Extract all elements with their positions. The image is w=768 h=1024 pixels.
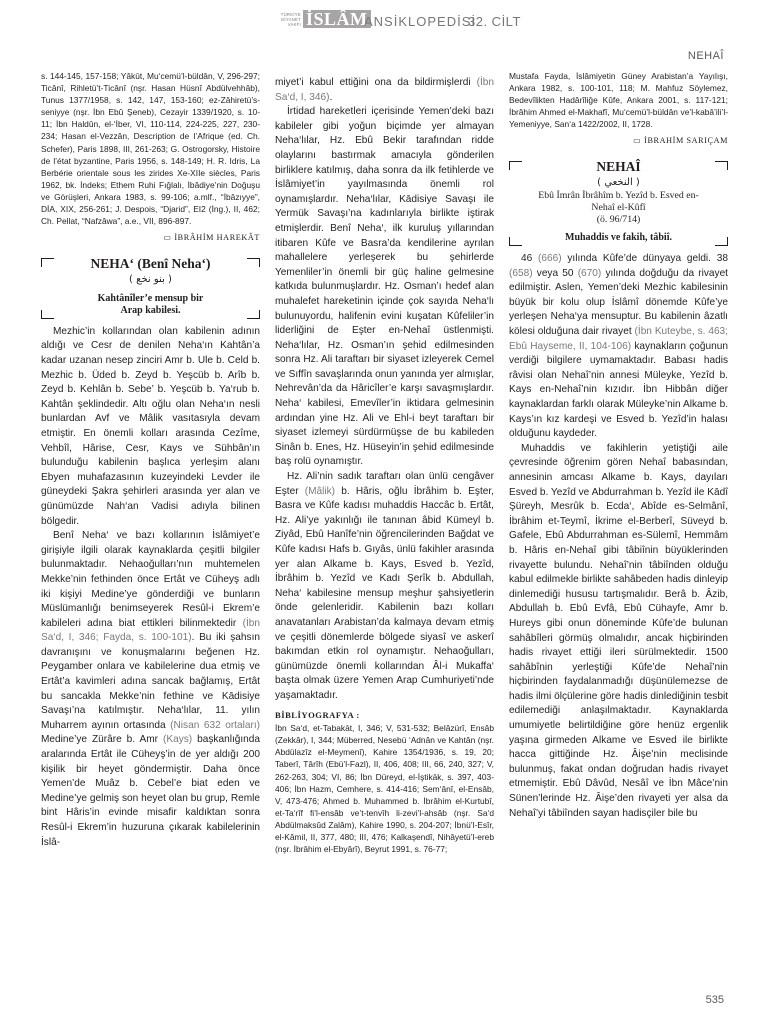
paragraph: Benî Neha‘ ve bazı kollarının İslâmiyet’e girişiyle ilgili olarak kaynaklarda çeşitli bilgiler bulunmaktadır. Nehaoğulları’nın muhtemelen Mekke’nin fethinden önce Ertât ve Cüheyş adlı iki kişiyi Medine’ye gönderdiği ve bunların Müslümanlığı benimseyerek Resûl-i Ekrem’e kabileleri adına biat ettikleri bilinmektedir (İbn Sa‘d, I, 346; Fayda, s. 100-101). Bu iki şahsın davranışını ve konuşmalarını beğenen Hz. Peygamber onlara ve kabilelerine dua etmiş ve Ertât’a kavimleri adına sancak bağlamış, Ertât bu sancakla Mekke’nin fethine ve Kādisiye Savaşı’na katılmıştır. Neha‘lılar, 11. yılın Muharrem ayının ortasında (Nisan 632 ortaları) Medine’ye Zürâre b. Amr (Kays) başkanlığında aralarında Ertât ile Cüheyş’in de yer aldığı 200 kişilik bir heyet göndermiştir. Daha önce Yemen’de Muâz b. Cebel’e biat eden ve Medine’ye gelmiş son heyet olan bu grup, Remle bint Hâris’in evinde misafir kaldıktan sonra Resûl-i Ekrem’in huzuruna çıkarak kabilelerinin İslâ-	[41, 530, 261, 848]
entry-description: Muhaddis ve fakih, tâbiî.	[565, 232, 672, 244]
article-author: ▭ İBRAHİM SARIÇAM	[633, 136, 728, 146]
encyclopedia-header	[276, 10, 576, 32]
running-head: NEHAÎ	[687, 50, 724, 62]
page-number: 535	[705, 994, 724, 1006]
volume-label: 32. CİLT	[468, 14, 521, 29]
paragraph: miyet’i kabul ettiğini ona da bildirmişlerdi (İbn Sa‘d, I, 346).	[275, 77, 494, 103]
column-2	[275, 76, 494, 855]
entry-death-date: (ö. 96/714)	[596, 214, 641, 226]
paragraph: Hz. Ali’nin sadık taraftarı olan ünlü cengâver Eşter (Mâlik) b. Hâris, oğlu İbrâhim b. Eşter, Basra ve Kûfe kadısı muhaddis Haccâc b. Ertât, Hz. Ali’ye yakınlığı ile tanınan âbid Kümeyl b. Ziyâd, Ebû Hanîfe’nin öğrencilerinden Bağdat ve Kûfe kadısı Hafs b. Gıyâs, ünlü fakihler arasında yer alan Alkame b. Kays, Esved b. Yezîd, İbrâhim b. Yezîd ve Kadı Şerîk b. Abdullah, Neha‘ kabilesine mensup meşhur şahsiyetlerin önde gelenleridir. Kabilenin bazı kolları anavatanları Arabistan’da kalmaya devam etmiş ve çeşitli dönemlerde bölgede siyasî ve askerî bakımdan etkin rol oynamıştır. Nehaoğulları, günümüzde önemli kollarından Âl-i Mukaffa‘ başta olmak üzere Yemen Arap Cumhuriyeti’nde yaşamaktadır.	[275, 471, 494, 701]
logo-islam: İSLÂM	[303, 10, 371, 28]
bibliography-continuation: s. 144-145, 157-158; Yâkūt, Mu‘cemü’l-büldân, V, 296-297; Ticânî, Rihletü’t-Ticânî (nşr. Hasan Hüsnî Abdülvehhâb), Tunus 1377/1958, s. 142, 147, 153-160; ez-Zâhiretü’s-seniyye (nşr. İbn Ebû Şeneb), Cezayir 1339/1920, s. 10-11; İbn Haldûn, el-‘İber, VI, 110-114, 224-225, 227, 230-234; Hasan el-Vezzân, Description de l’Afrique (ed. Ch. Schefer), Paris 1898, III, 261-263; G. Ostrogorsky, Histoire de l’état byzantine, Paris 1956, s. 148-149; H. R. Idris, La Berbérie orientale sous les zirides Xe-XIIe siècles, Paris 1962, bk. İndeks; Ethem Ruhi Fığlalı, İbâdiye’nin Doğuşu ve Görüşleri, Ankara 1983, s. 99-106; a.mlf., “İbâzıyye”, DİA, XIX, 256-261; J. Despois, “Djarid”, EI2 (İng.), II, 462; Ch. Pellat, “Nafzâwa”, a.e., VII, 896-897.	[41, 71, 260, 227]
paragraph: Muhaddis ve fakihlerin yetiştiği aile çevresinde öğrenim gören Nehaî babasından, annesinin amcası Alkame b. Kays, dayıları Esved b. Yezîd ve Abdurrahman b. Yezîd ile Kādî Şüreyh, Mesrûk b. Ecda‘, Abîde es-Selmânî, İbrâhim et-Teymî, İkrime el-Berberî, Süveyd b. Gafele, Ebû Abdurrahman es-Sülemî, Hemmâm b. Hâris en-Nehaî gibi tâbiînin büyüklerinden rivayette bulundu. Nehaî’nin tâbiînden olduğu kabul edilmekle birlikte sahâbeden hadis dinleyip dinlemediği hususu tartışmalıdır. Berâ b. Âzib, Abdullah b. Ebû Evfâ, Ebû Cühayfe, Amr b. Hureys gibi onun döneminde Kûfe’de bulunan sahâbîleri görmüş olmalıdır, ancak hiçbirinden hadis rivayet ettiği ileri sürülmektedir. 1500 sahâbînin yerleştiği Kûfe’de Nehaî’nin hiçbirinden faydalanmadığı düşünülemezse de hadis ilmi ölçülerine göre hadis dinlediğinin tesbit edilemediği anlaşılmaktadır. Kaynaklarda umumiyetle belirtildiğine göre henüz ergenlik yaşına girmeden Alkame ve Esved ile birlikte hacca gittiğinde Hz. Âişe’nin meclisinde bulunmuş, fakat ondan doğrudan hadis rivayet etmemiştir. Ebû Dâvûd, Nesâî ve İbn Mâce’nin Sünen’lerinde Hz. Âişe’den rivayeti yer alsa da Nehaî’yi tâbiînden sayan hadisçiler bile bu	[509, 442, 728, 819]
entry-full-name: Ebû İmrân İbrâhîm b. Yezîd b. Esved en-Nehaî el-Kûfî	[538, 190, 699, 214]
bibliography: İbn Sa‘d, et-Tabakāt, I, 346; V, 531-532; Belâzürî, Ensâb (Zekkâr), I, 344; Müberred, Nesebü ‘Adnân ve Kahtân (nşr. Abdülazîz el-Meymenî), Kahire 1354/1936, s. 19, 20; Taberî, Târîh (Ebü’l-Fazl), II, 406, 408; III, 66, 240, 327; V, 262-263, 304; VI, 86; İbn Düreyd, el-İştikāk, s. 397, 403-406; İbn Hazm, Cemhere, s. 414-416; Sem‘ânî, el-Ensâb, V, 473-476; Ahmed b. Muhammed b. İbrâhim el-Kurtubî, et-Ta‘rîf fi’l-ensâb ve’t-tenvîh li-zevi’l-ahsâb (nşr. Sa‘d Abdülmaksûd Zalâm), Kahire 1990, s. 204-207; İbnü’l-Esîr, el-Kâmil, II, 377, 480; III, 476; Kalkaşendî, Nihâyetü’l-ereb (nşr. İbrâhim el-Ebyârî), Beyrut 1991, s. 76-77;	[275, 723, 494, 855]
column-1	[41, 70, 260, 850]
column-3	[509, 70, 728, 821]
entry-title: NEHA‘ (Benî Neha‘)	[90, 255, 211, 271]
entry-title: NEHAÎ	[596, 159, 641, 175]
paragraph: 46 (666) yılında Kûfe’de dünyaya geldi. 38 (658) veya 50 (670) yılında doğduğu da rivayet edilmiştir. Aslen, Yemen’deki Mezhic kabilesinin büyük bir kolu olup İslâmî dönemde Kûfe’ye yerleşen Neha‘ya mensuptur. Bu kabilenin âzatlı kölesi olduğuna dair rivayet (İbn Kuteybe, s. 463; Ebû Hayseme, II, 104-106) kaynakların çoğunun verdiği bilgilere uymamaktadır. Babası hadis râvisi olan Nehaî’nin annesi Müleyke, Yezîd b. Kays en-Nehaî’nin kızıdır. İbn Hibbân diğer kaynaklardan farklı olarak Müleyke’nin Alkame b. Kays’ın kız kardeşi ve Esved b. Yezîd’in halası olduğunu kaydeder.	[509, 253, 728, 440]
publisher-mark: TÜRKİYE DİYANET VAKFI	[280, 12, 301, 27]
entry-arabic-title: ( النخعي )	[597, 177, 640, 189]
paragraph: İrtidad hareketleri içerisinde Yemen’deki bazı kabileler gibi yoğun biçimde yer almayan Neha‘lılar, Hz. Ebû Bekir tarafından ridde olaylarını bastırmak amacıyla gönderilen birliklere katılmış, daha sonra da ilk fetihlerde ve İslâmiyet’in yayılmasında önemli rol oynamışlardır. Neha‘lılar, Kādisiye Savaşı ile Yermük Savaşı’na kadınlarıyla birlikte iştirak etmişlerdir. Benî Neha‘, ilk kuruluş yıllarından itibaren Kûfe ve Basra’da kendilerine ayrılan mahallelere yerleşerek bu şehirlerde Yemenliler’in önemli bir güç haline gelmesine katkıda bulunmuşlardır. Hz. Osman’ı hedef alan muhalefet hareketinin içinde çok sayıda Neha‘lı bulunuyordu, halifenin evini kuşatan Kûfeliler’in liderliğini de Eşter en-Nehaî üstlenmişti. Neha‘lılar, Hz. Osman’ın şehid edilmesinden sonra Hz. Ali taraftarı bir siyaset izleyerek Cemel ve Sıffîn savaşlarında onun yanında yer almışlar, Nehrevân’da da Hâricîler’e karşı savaşmışlardır. Neha‘ kabilesi, Emevîler’in iktidara gelmesinin ardından yine Hz. Ali ve Ehl-i beyt taraftarı bir siyaset izlemeyi sürdürmüşse de bu kabileden Sinân b. Enes, Hz. Hüseyin’in şehid edilmesinde baş rolü oynamıştır.	[275, 106, 494, 468]
bibliography-heading: BİBLİYOGRAFYA :	[275, 709, 360, 720]
logo-ansiklopedisi: ANSİKLOPEDİSİ	[364, 14, 476, 29]
entry-arabic-title: ( بنو نخع )	[129, 273, 172, 285]
paragraph: Mezhic’in kollarından olan kabilenin adının aldığı ve Cesr de denilen Neha‘ın Kahtân’a kadar uzanan nesep zinciri Amr b. Ule b. Celd b. Mezhic b. Üded b. Zeyd b. Yeşcüb b. Arîb b. Zeyd b. Kehlân b. Sebe’ b. Yeşcüb b. Ya‘rub b. Kahtân şeklindedir. Altı oğlu olan Neha‘ın nesli bunlardan Avf ve Mâlik vasıtasıyla devam etmiştir. En önemli kolları arasında Cezîme, Vehbîl, Hârise, Cesr, Kays ve Sühbân’ın bulunduğu kabilenin başlıca yerleşim alanı Ebyen muhafazasının kuzeyindeki Levder ile güneydeki Şakra şehirleri arasında yer alan ve günümüzde Nah‘an Vadisi adıyla bilinen bölgedir.	[41, 325, 260, 527]
entry-heading-neha	[41, 256, 260, 317]
article-author: ▭ İBRÂHİM HAREKÂT	[163, 233, 260, 243]
entry-description: Kahtânîler’e mensup bir Arap kabilesi.	[97, 292, 204, 316]
bibliography-continuation: Mustafa Fayda, İslâmiyetin Güney Arabistan’a Yayılışı, Ankara 1982, s. 100-101, 118; M. Mahfuz Söylemez, Bedevîlikten Hadârîliğe Kûfe, Ankara 2001, s. 117-121; İbrâhim Ahmed el-Makhafî, Mu‘cemü’l-büldân ve’l-kabâ’ili’l-Yemeniyye, San‘a 1422/2002, II, 1728.	[509, 71, 728, 130]
entry-heading-nehai	[509, 159, 728, 244]
